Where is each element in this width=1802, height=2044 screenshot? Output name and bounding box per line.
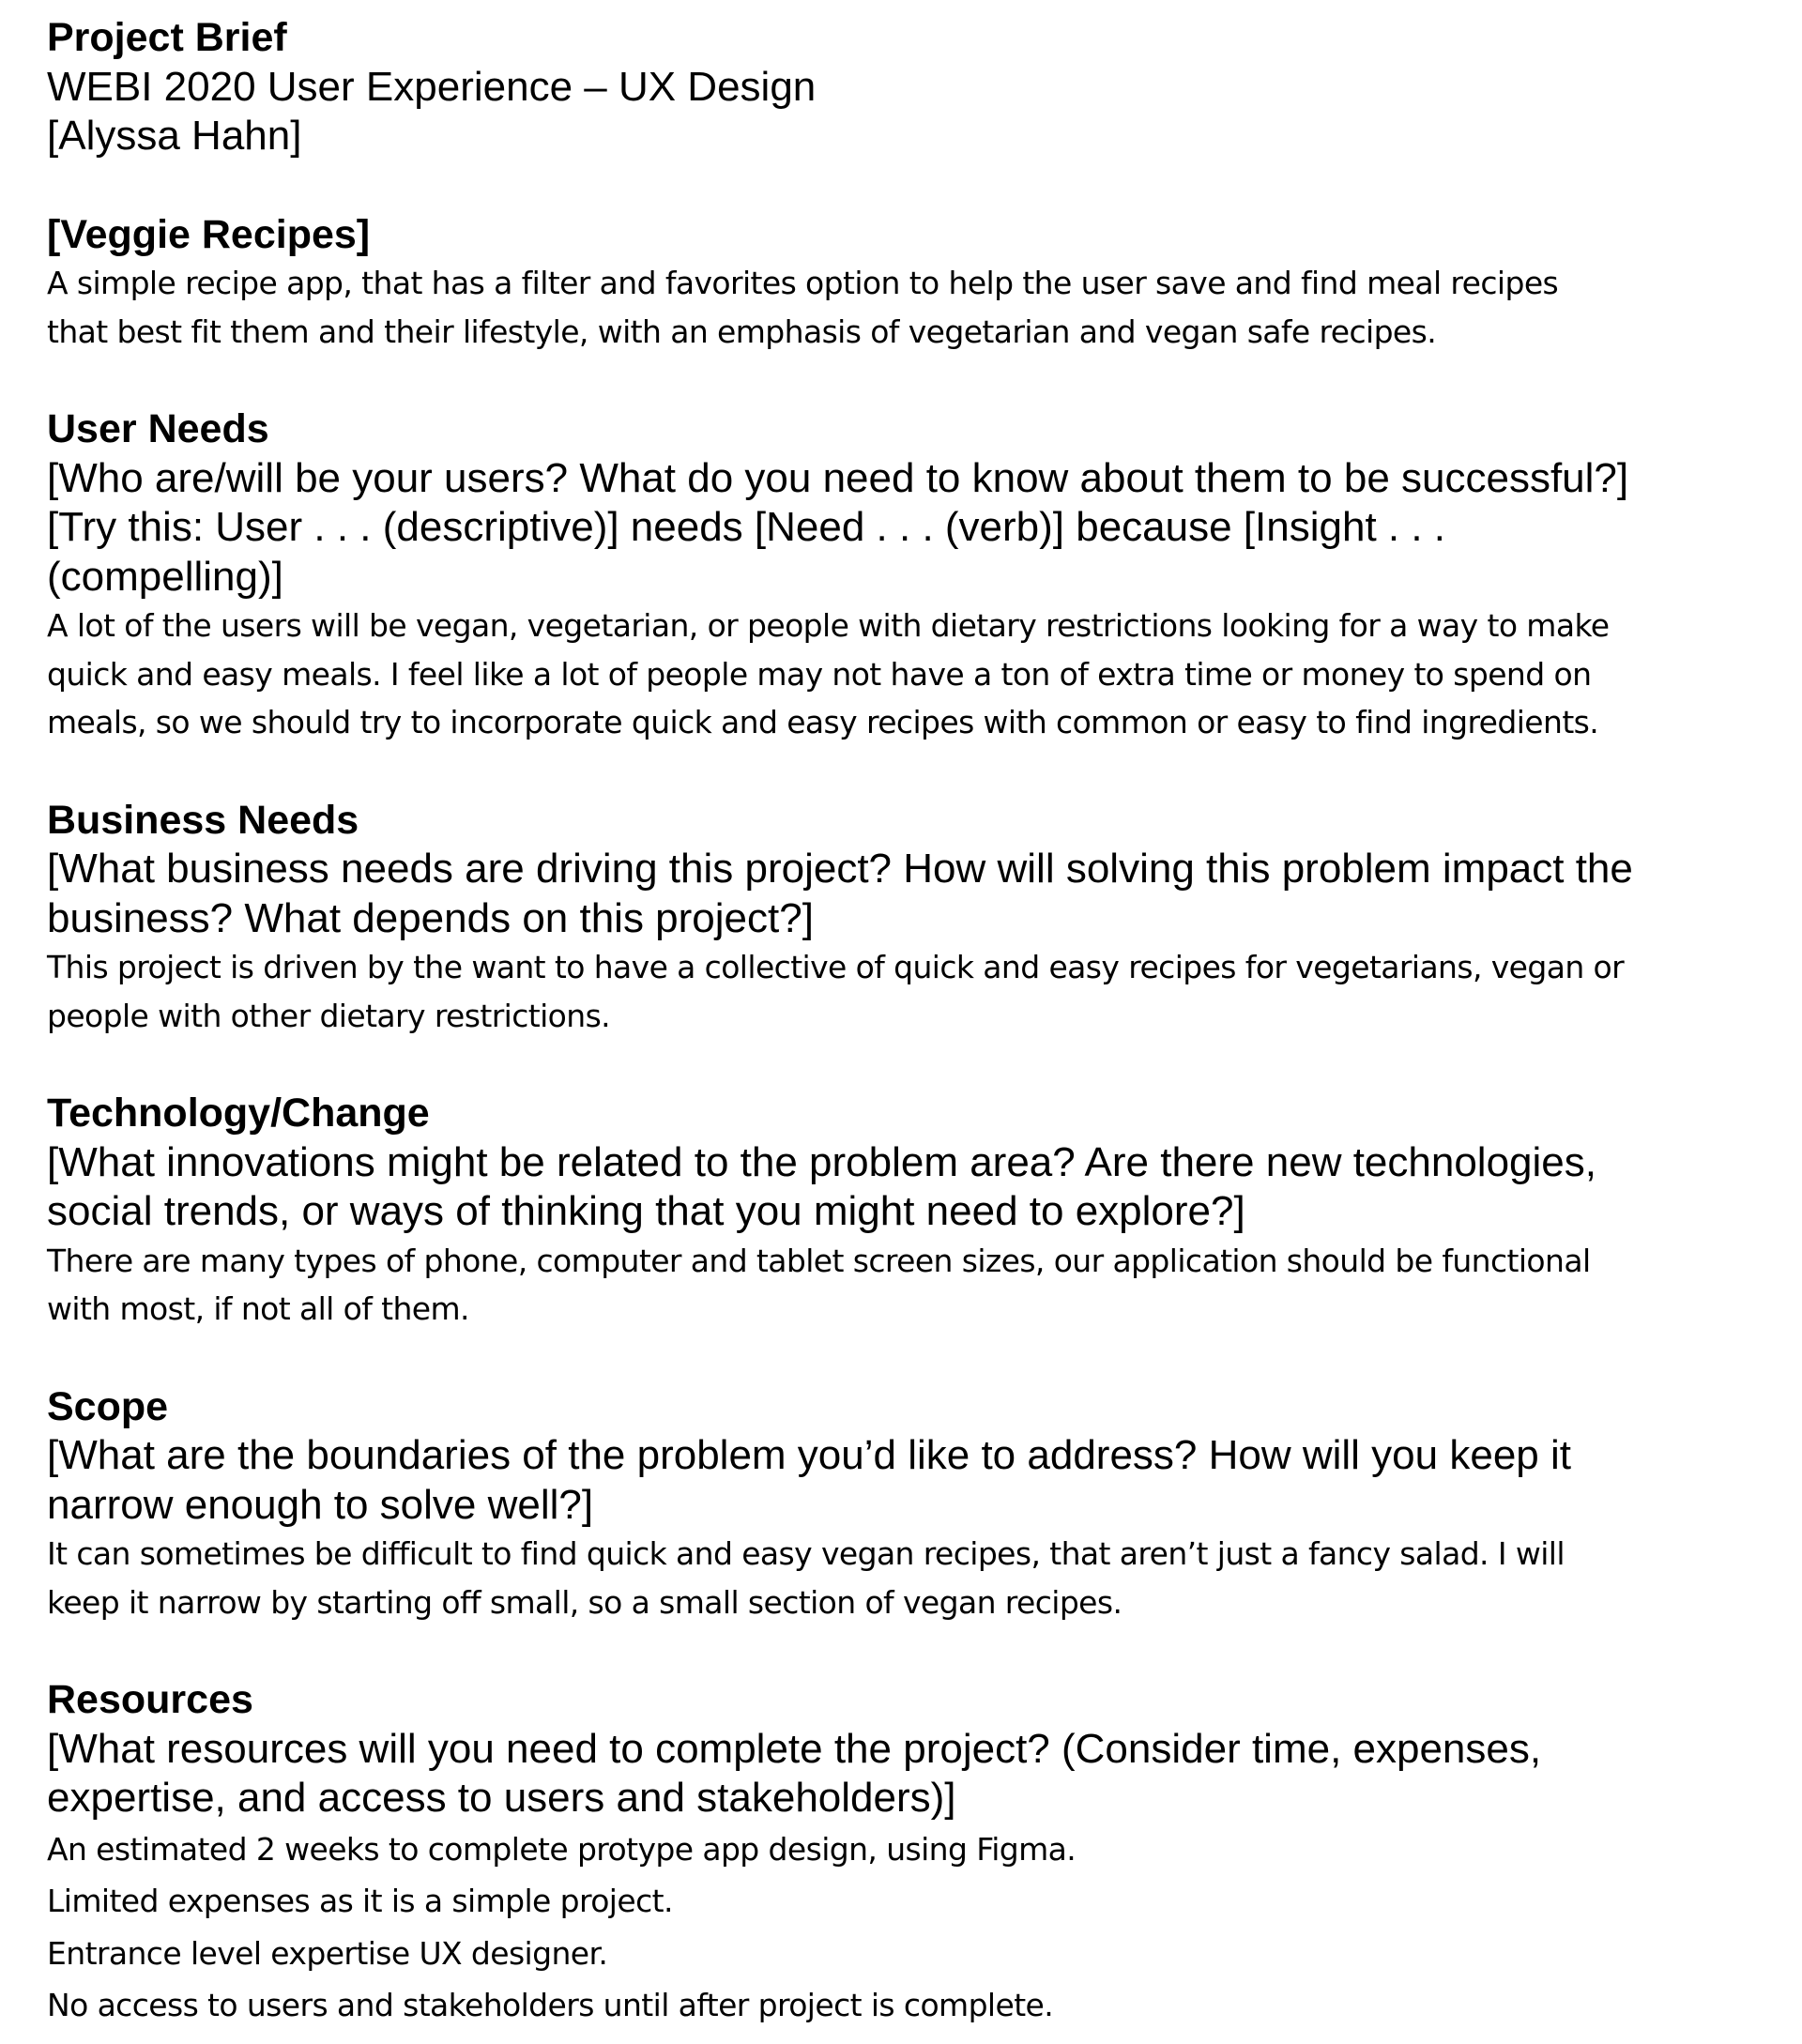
section-answer-line: There are many types of phone, computer and tablet screen sizes, our application should be functional bbox=[47, 1242, 1591, 1279]
section-answer-line: Limited expenses as it is a simple project. bbox=[47, 1883, 673, 1919]
section-answer-line: meals, so we should try to incorporate quick and easy recipes with common or easy to find ingredients. bbox=[47, 704, 1599, 740]
section-prompt-line: [What resources will you need to complete the project? (Consider time, expenses, bbox=[47, 1725, 1542, 1772]
spacer bbox=[47, 1334, 1774, 1382]
technology-section bbox=[47, 1089, 1774, 1334]
document-title: Project Brief bbox=[47, 15, 287, 60]
section-prompt-line: (compelling)] bbox=[47, 553, 283, 600]
section-prompt-line: [What innovations might be related to the problem area? Are there new technologies, bbox=[47, 1138, 1596, 1185]
section-answer-line: An estimated 2 weeks to complete protype app design, using Figma. bbox=[47, 1830, 1077, 1868]
section-answer-line: people with other dietary restrictions. bbox=[47, 997, 611, 1034]
section-heading: Business Needs bbox=[47, 797, 359, 843]
spacer bbox=[47, 161, 1774, 210]
section-prompt-line: [Try this: User . . . (descriptive)] needs [Need . . . (verb)] because [Insight . . . bbox=[47, 504, 1446, 550]
section-answer-line: Entrance level expertise UX designer. bbox=[47, 1934, 608, 1972]
section-answer-line: keep it narrow by starting off small, so a small section of vegan recipes. bbox=[47, 1583, 1122, 1621]
business-needs-section bbox=[47, 796, 1774, 1041]
section-prompt-line: [What business needs are driving this project? How will solving this problem impact the bbox=[47, 846, 1633, 892]
spacer bbox=[47, 747, 1774, 796]
project-description-line: A simple recipe app, that has a filter and favorites option to help the user save and find meal recipes bbox=[47, 265, 1559, 301]
section-heading: Technology/Change bbox=[47, 1091, 430, 1136]
project-name: [Veggie Recipes] bbox=[47, 211, 371, 257]
section-prompt-line: [Who are/will be your users? What do you need to know about them to be successful?] bbox=[47, 454, 1629, 501]
section-answer-line: quick and easy meals. I feel like a lot of people may not have a ton of extra time or money to spend on bbox=[47, 655, 1592, 693]
section-prompt-line: [What are the boundaries of the problem you’d like to address? How will you keep it bbox=[47, 1432, 1571, 1478]
document-header bbox=[47, 13, 1774, 161]
project-section bbox=[47, 210, 1774, 357]
section-prompt-line: business? What depends on this project?] bbox=[47, 894, 814, 941]
section-answer-line: A lot of the users will be vegan, vegetarian, or people with dietary restrictions looking for a way to make bbox=[47, 607, 1610, 644]
scope-section bbox=[47, 1382, 1774, 1627]
section-answer-line: This project is driven by the want to have a collective of quick and easy recipes for vegetarians, vegan or bbox=[47, 949, 1625, 985]
spacer bbox=[47, 1040, 1774, 1089]
section-answer-line: with most, if not all of them. bbox=[47, 1290, 469, 1327]
section-prompt-line: narrow enough to solve well?] bbox=[47, 1481, 594, 1528]
resources-section bbox=[47, 1675, 1774, 2032]
section-heading: Resources bbox=[47, 1677, 253, 1722]
document-page bbox=[47, 13, 1774, 2032]
section-prompt-line: social trends, or ways of thinking that you might need to explore?] bbox=[47, 1188, 1245, 1234]
section-answer-line: No access to users and stakeholders until after project is complete. bbox=[47, 1987, 1054, 2023]
course-name: WEBI 2020 User Experience – UX Design bbox=[47, 63, 817, 110]
spacer bbox=[47, 356, 1774, 404]
section-heading: User Needs bbox=[47, 406, 269, 451]
section-answer-line: It can sometimes be difficult to find quick and easy vegan recipes, that aren’t just a fancy salad. I will bbox=[47, 1535, 1565, 1572]
author-name: [Alyssa Hahn] bbox=[47, 113, 302, 159]
user-needs-section bbox=[47, 404, 1774, 747]
section-prompt-line: expertise, and access to users and stakeholders)] bbox=[47, 1775, 956, 1821]
project-description-line: that best fit them and their lifestyle, with an emphasis of vegetarian and vegan safe recipes. bbox=[47, 313, 1437, 350]
spacer bbox=[47, 1626, 1774, 1675]
section-heading: Scope bbox=[47, 1383, 169, 1429]
